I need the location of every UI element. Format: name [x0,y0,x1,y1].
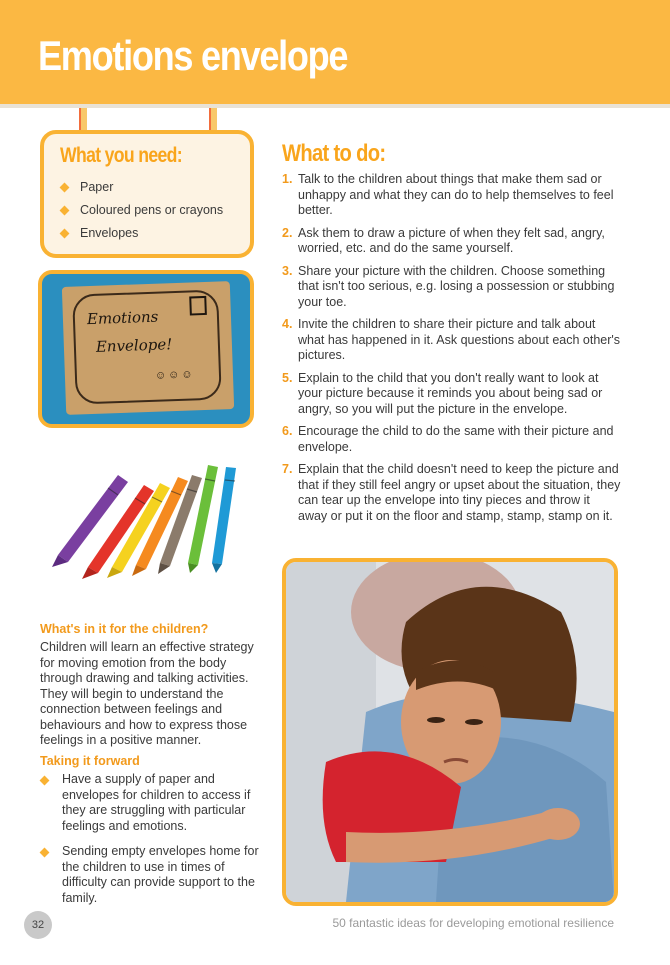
crayons-image [40,455,250,585]
face-drawings: ☺☺☺ [154,368,195,382]
what-you-need-title: What you need: [60,144,182,167]
envelope-text-line1: Emotions [86,307,159,329]
whats-in-it-heading: What's in it for the children? [40,622,209,636]
hug-photo [282,558,618,906]
step-item: 6. Encourage the child to do the same with their picture and envelope. [282,424,614,454]
envelope-photo [38,270,254,428]
page-title: Emotions envelope [38,32,348,79]
crayon-blue [212,467,236,573]
envelope-text-line2: Envelope! [95,335,173,356]
taking-it-forward-list [40,772,264,916]
step-item: 3. Share your picture with the children. Choose something that isn't too serious, e.g. losing a possession or stubbing your toe. [282,263,615,309]
list-item: Coloured pens or crayons [58,199,223,222]
step-item: 1. Talk to the children about things that make them sad or unhappy and what they can do to help themselves to feel better. [282,172,614,217]
list-item: Paper [58,176,223,199]
steps-list [282,172,622,531]
page-header [0,0,670,104]
page-number: 32 [24,911,52,939]
header-divider [0,104,670,108]
step-item: 2. Ask them to draw a picture of when they felt sad, angry, worried, etc. and do the same yourself. [282,225,605,255]
list-item: Envelopes [58,222,223,245]
list-item: Sending empty envelopes home for the children to use in times of difficulty can provide support to the family. [40,844,264,906]
step-item: 5. Explain to the child that you don't really want to look at your picture because it reminds you about being sad or angry, so you will put the picture in the envelope. [282,370,603,416]
what-you-need-box [40,130,254,258]
book-title-footer: 50 fantastic ideas for developing emotional resilience [332,916,614,930]
stamp-drawing [189,296,207,316]
materials-list [58,176,223,245]
what-to-do-title: What to do: [282,140,386,167]
crayon-purple [52,475,128,567]
decorative-tab [209,108,217,130]
taking-it-forward-heading: Taking it forward [40,754,140,768]
step-item: 4. Invite the children to share their picture and talk about what has happened in it. Ask questions about each other's pictures. [282,317,621,362]
step-item: 7. Explain that the child doesn't need to keep the picture and that if they still feel angry or upset about the situation, they can tear up the envelope into tiny pieces and throw it away or put it on the floor and stamp, stamp, stamp on it. [282,462,621,523]
list-item: Have a supply of paper and envelopes for children to access if they are struggling with particular feelings and emotions. [40,772,264,834]
decorative-tab [79,108,87,130]
hug-illustration [286,562,614,902]
whats-in-it-text: Children will learn an effective strategy for moving emotion from the body through drawing and talking activities. They will begin to understand the connection between feelings and behaviours and how to express those feelings in a positive manner. [40,640,254,747]
envelope-image [62,281,234,415]
